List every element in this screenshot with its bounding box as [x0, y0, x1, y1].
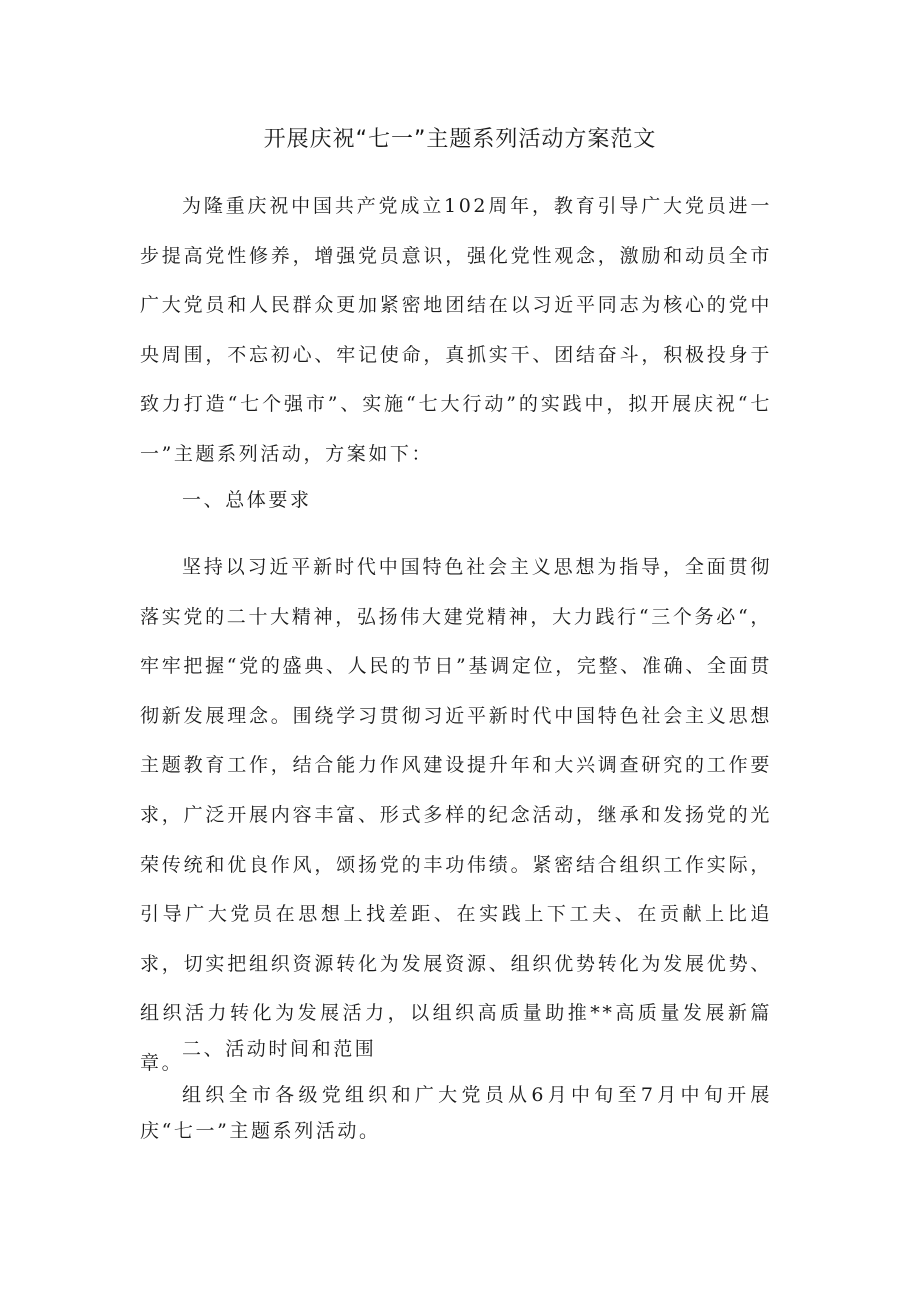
section-heading-time-and-scope: 二、活动时间和范围 — [182, 1038, 377, 1060]
document-title: 开展庆祝“七一”主题系列活动方案范文 — [263, 127, 657, 152]
section-body-time-and-scope: 组织全市各级党组织和广大党员从6月中旬至7月中旬开展庆“七一”主题系列活动。 — [140, 1084, 772, 1142]
section-heading-general-requirements: 一、总体要求 — [182, 489, 312, 511]
section-body-general-requirements: 坚持以习近平新时代中国特色社会主义思想为指导，全面贯彻落实党的二十大精神，弘扬伟大建党精神，大力践行“三个务必“，牢牢把握“党的盛典、人民的节日”基调定位，完整、准确、全面贯彻新发展理念。围绕学习贯彻习近平新时代中国特色社会主义思想主题教育工作，结合能力作风建设提升年和大兴调查研究的工作要求，广泛开展内容丰富、形式多样的纪念活动，继承和发扬党的光荣传统和优良作风，颂扬党的丰功伟绩。紧密结合组织工作实际，引导广大党员在思想上找差距、在实践上下工夫、在贡献上比追求，切实把组织资源转化为发展资源、组织优势转化为发展优势、组织活力转化为发展活力，以组织高质量助推**高质量发展新篇章。 — [140, 556, 772, 1074]
intro-paragraph: 为隆重庆祝中国共产党成立102周年，教育引导广大党员进一步提高党性修养，增强党员意识，强化党性观念，激励和动员全市广大党员和人民群众更加紧密地团结在以习近平同志为核心的党中央周围，不忘初心、牢记使命，真抓实干、团结奋斗，积极投身于致力打造“七个强市”、实施“七大行动”的实践中，拟开展庆祝“七一”主题系列活动，方案如下： — [140, 195, 772, 465]
